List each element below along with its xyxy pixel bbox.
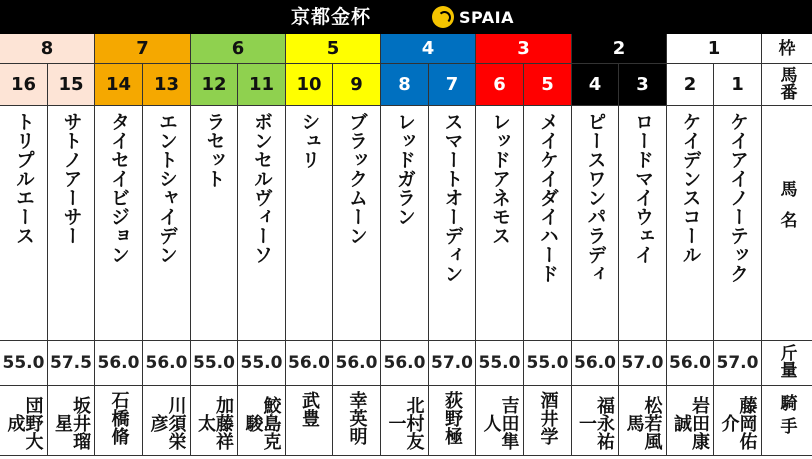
horse-name: メイケイダイハード [537,112,559,283]
horse-number: 6 [493,74,506,95]
weight-value: 56.0 [383,353,426,373]
spaia-logo-icon [432,6,454,28]
header-jockey [762,386,812,456]
header-number-label: 馬番 [776,66,797,100]
horse-number-cell [667,64,714,106]
frame-cell [191,34,286,64]
horse-name-cell [476,106,524,341]
horse-name-cell [286,106,333,341]
jockey-cell [333,386,381,456]
horse-name: タイセイビジョン [108,112,130,264]
frame-cell [476,34,572,64]
jockey-cell [48,386,95,456]
weight-value: 55.0 [2,353,45,373]
horse-name-cell [429,106,476,341]
horse-number: 15 [58,74,84,95]
horse-name-cell [572,106,619,341]
horse-name-cell [667,106,714,341]
jockey-name: 福永祐一 [576,396,615,450]
jockey-cell [0,386,48,456]
horse-number-cell [286,64,333,106]
frame-cell [0,34,95,64]
horse-number: 16 [10,74,37,95]
horse-name-cell [381,106,429,341]
horse-name: サトノアーサー [60,112,83,245]
jockey-name: 鮫島克駿 [242,396,282,450]
header-jockey-label: 騎手 [776,394,797,440]
jockey-name: 川須栄彦 [147,396,187,450]
header-name-label: 馬名 [776,180,797,242]
jockey-name: 荻野極 [442,391,463,445]
jockey-name: 石橋脩 [108,391,130,445]
frame-cell [667,34,762,64]
weight-value: 56.0 [97,353,140,373]
jockey-name: 松若風馬 [623,396,663,450]
weight-value: 57.5 [50,353,92,373]
horse-number-cell [714,64,762,106]
horse-number: 5 [541,74,554,95]
horse-name: スマートオーディン [441,112,464,283]
jockey-cell [476,386,524,456]
spaia-logo [432,5,514,29]
header-frame [762,34,812,64]
weight-value: 56.0 [574,353,616,373]
horse-name: シュリ [298,112,321,169]
weight-cell [667,341,714,386]
horse-number-cell [238,64,286,106]
race-title: 京都金杯 [290,6,371,28]
weight-value: 55.0 [526,353,569,373]
weight-cell [0,341,48,386]
frame-cell [572,34,667,64]
header-frame-label: 枠 [778,39,796,59]
jockey-name: 吉田隼人 [480,396,520,450]
weight-value: 56.0 [335,353,378,373]
spaia-logo-text: SPAIA [459,7,514,27]
horse-name-cell [143,106,191,341]
jockey-cell [286,386,333,456]
frame-label: 6 [231,38,245,59]
horse-number: 3 [636,74,649,95]
weight-cell [95,341,143,386]
weight-value: 57.0 [431,353,473,373]
horse-name: レッドアネモス [489,112,511,245]
weight-cell [524,341,572,386]
horse-number: 12 [201,74,227,95]
weight-cell [48,341,95,386]
jockey-name: 藤岡佑介 [718,396,758,450]
horse-number: 4 [588,74,602,95]
horse-number: 10 [296,74,322,95]
weight-cell [238,341,286,386]
frame-label: 7 [136,38,149,59]
weight-value: 55.0 [240,353,283,373]
horse-number: 14 [105,74,132,95]
frame-label: 4 [421,38,435,59]
horse-number-cell [48,64,95,106]
jockey-cell [524,386,572,456]
horse-number-cell [619,64,667,106]
weight-cell [714,341,762,386]
frame-cell [286,34,381,64]
horse-name-cell [238,106,286,341]
title-bar [0,0,812,34]
horse-name-cell [619,106,667,341]
header-number [762,64,812,106]
horse-name-cell [48,106,95,341]
frame-label: 3 [517,38,530,59]
weight-value: 55.0 [193,353,235,373]
weight-value: 56.0 [669,353,711,373]
weight-cell [476,341,524,386]
horse-number-cell [381,64,429,106]
jockey-name: 北村友一 [385,396,425,450]
horse-number-cell [429,64,476,106]
jockey-cell [429,386,476,456]
jockey-name: 酒井学 [537,391,559,445]
frame-label: 1 [707,38,721,59]
frame-cell [381,34,476,64]
horse-number-cell [143,64,191,106]
weight-cell [191,341,238,386]
weight-cell [143,341,191,386]
jockey-name: 坂井瑠星 [52,396,91,450]
weight-cell [381,341,429,386]
horse-name: レッドガラン [394,112,416,226]
jockey-cell [381,386,429,456]
horse-number: 8 [398,74,411,95]
horse-name: トリプルエース [13,112,35,245]
horse-name: エントシャイデン [156,112,178,264]
frame-label: 8 [40,38,54,59]
horse-name: ピースワンパラディ [584,112,607,283]
weight-value: 56.0 [145,353,188,373]
horse-name: ケイデンスコール [679,112,702,264]
horse-name-cell [714,106,762,341]
jockey-cell [619,386,667,456]
frame-label: 2 [612,38,626,59]
weight-cell [619,341,667,386]
horse-name-cell [333,106,381,341]
jockey-cell [714,386,762,456]
horse-number: 9 [350,74,363,95]
horse-number-cell [524,64,572,106]
header-weight [762,341,812,386]
weight-cell [333,341,381,386]
jockey-cell [191,386,238,456]
jockey-name: 団野大成 [4,396,44,450]
weight-cell [429,341,476,386]
jockey-cell [238,386,286,456]
header-name [762,106,812,341]
horse-number-cell [0,64,48,106]
jockey-cell [143,386,191,456]
horse-number: 2 [683,74,697,95]
weight-value: 56.0 [288,353,330,373]
jockey-name: 加藤祥太 [195,396,234,450]
weight-value: 57.0 [716,353,759,373]
horse-name: ラセット [203,112,226,188]
weight-cell [286,341,333,386]
horse-name-cell [95,106,143,341]
horse-name: ブラックムーン [346,112,368,245]
header-weight-label: 斤量 [776,344,797,378]
horse-number-cell [95,64,143,106]
weight-cell [572,341,619,386]
horse-number: 1 [731,74,744,95]
jockey-name: 武豊 [299,391,320,427]
entry-table [0,34,812,456]
horse-name-cell [0,106,48,341]
jockey-cell [572,386,619,456]
horse-name: ケイアイノーテック [727,112,749,283]
horse-number: 11 [248,74,275,95]
weight-value: 55.0 [478,353,521,373]
jockey-name: 幸英明 [346,391,368,445]
horse-number: 7 [445,74,459,95]
horse-number: 13 [153,74,180,95]
weight-value: 57.0 [621,353,664,373]
horse-number-cell [572,64,619,106]
frame-label: 5 [326,38,340,59]
horse-name: ボンセルヴィーソ [251,112,273,264]
horse-number-cell [476,64,524,106]
horse-number-cell [333,64,381,106]
horse-name-cell [524,106,572,341]
horse-name-cell [191,106,238,341]
jockey-name: 岩田康誠 [671,396,710,450]
jockey-cell [667,386,714,456]
horse-name: ロードマイウェイ [632,112,654,264]
frame-cell [95,34,191,64]
horse-number-cell [191,64,238,106]
jockey-cell [95,386,143,456]
